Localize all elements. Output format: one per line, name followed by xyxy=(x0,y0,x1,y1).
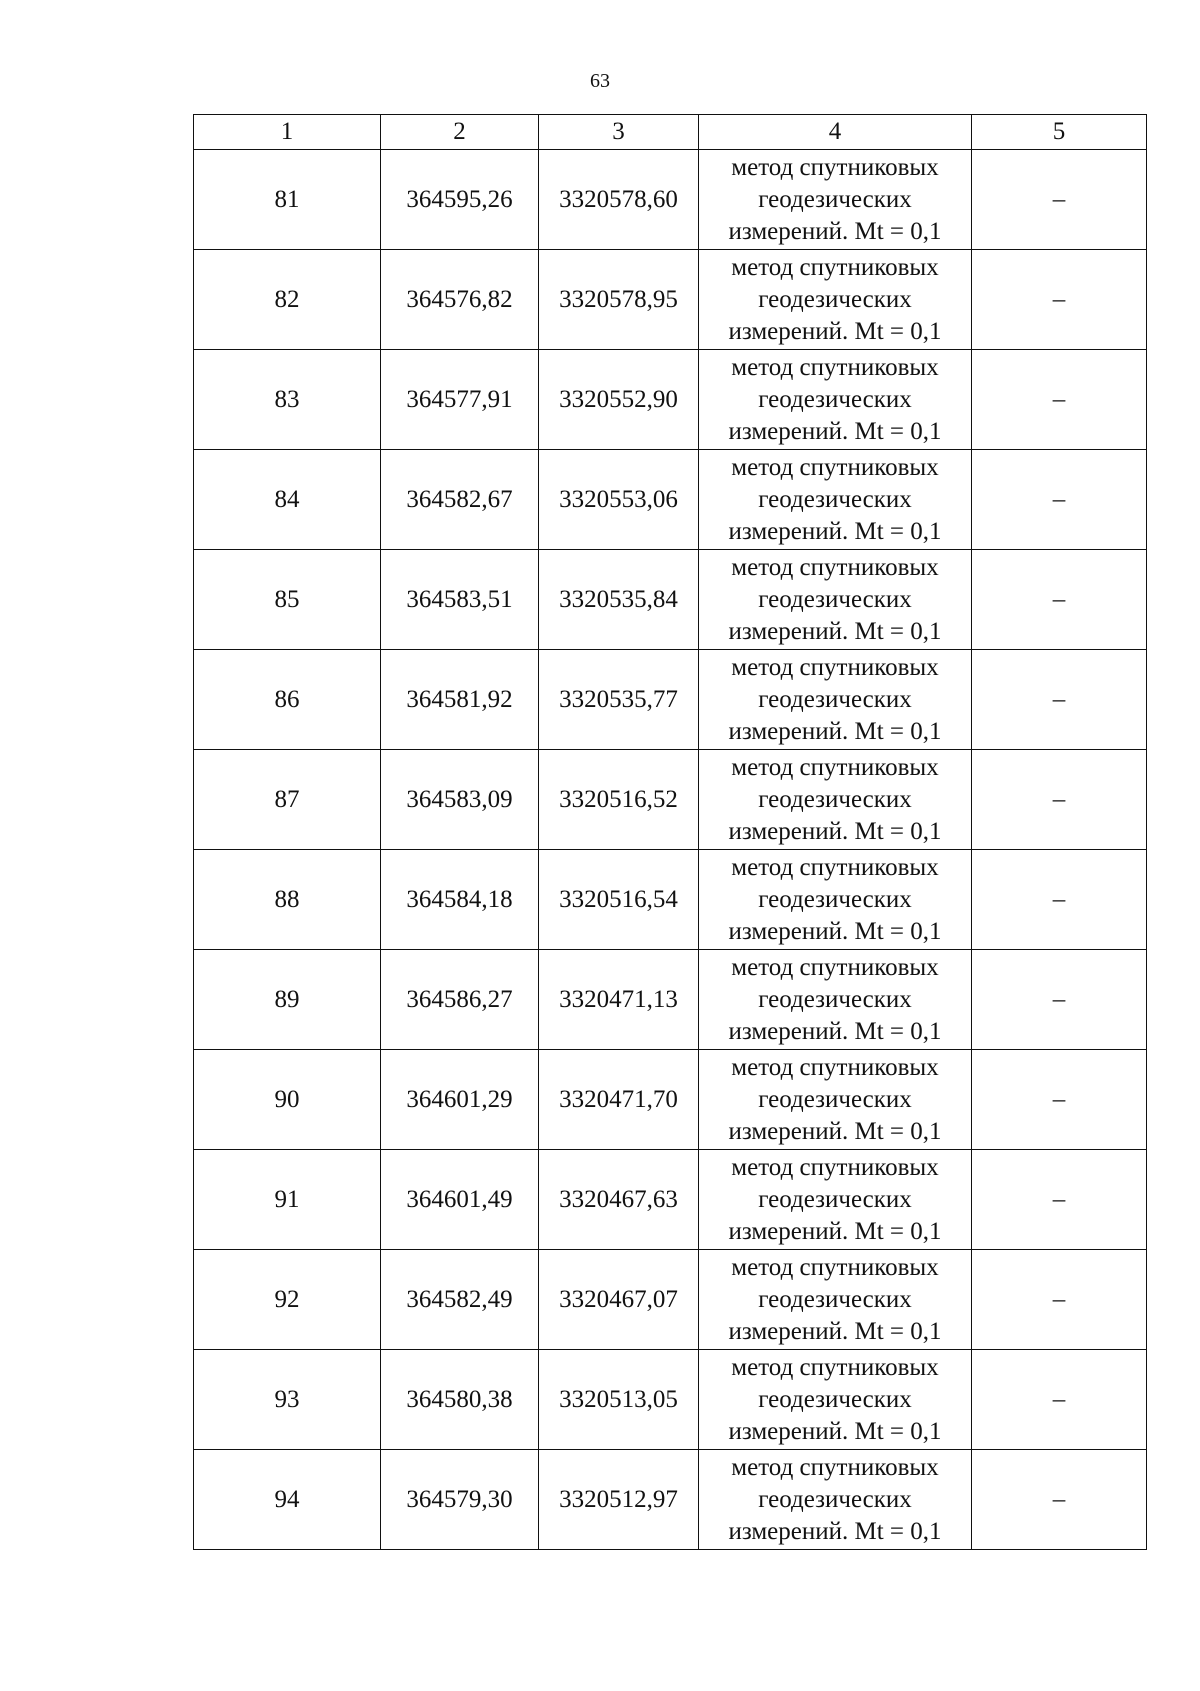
y-coordinate-cell: 3320516,54 xyxy=(539,850,699,950)
point-number-cell: 89 xyxy=(194,950,381,1050)
table-row xyxy=(194,450,1147,550)
header-col-3: 3 xyxy=(539,115,699,150)
point-number-cell: 87 xyxy=(194,750,381,850)
y-coordinate-cell: 3320535,84 xyxy=(539,550,699,650)
method-line: геодезических xyxy=(758,1185,912,1213)
method-line: метод спутниковых xyxy=(731,953,939,981)
y-coordinate-cell: 3320512,97 xyxy=(539,1450,699,1550)
method-line: метод спутниковых xyxy=(731,1153,939,1181)
method-line: метод спутниковых xyxy=(731,653,939,681)
table-header xyxy=(194,115,1147,150)
method-line: измерений. Mt = 0,1 xyxy=(728,517,942,545)
x-coordinate-cell: 364584,18 xyxy=(381,850,539,950)
method-cell xyxy=(699,850,972,950)
x-coordinate-cell: 364582,49 xyxy=(381,1250,539,1350)
note-cell: – xyxy=(972,550,1147,650)
method-line: метод спутниковых xyxy=(731,1353,939,1381)
method-line: геодезических xyxy=(758,1485,912,1513)
method-cell xyxy=(699,1150,972,1250)
header-col-1: 1 xyxy=(194,115,381,150)
y-coordinate-cell: 3320578,95 xyxy=(539,250,699,350)
method-line: метод спутниковых xyxy=(731,1253,939,1281)
y-coordinate-cell: 3320471,70 xyxy=(539,1050,699,1150)
table-row xyxy=(194,750,1147,850)
table-row xyxy=(194,550,1147,650)
point-number-cell: 86 xyxy=(194,650,381,750)
point-number-cell: 84 xyxy=(194,450,381,550)
note-cell: – xyxy=(972,450,1147,550)
page-number: 63 xyxy=(590,70,610,92)
method-cell xyxy=(699,550,972,650)
method-line: геодезических xyxy=(758,1285,912,1313)
table-row xyxy=(194,950,1147,1050)
method-line: измерений. Mt = 0,1 xyxy=(728,1017,942,1045)
header-col-5: 5 xyxy=(972,115,1147,150)
point-number-cell: 90 xyxy=(194,1050,381,1150)
table-row xyxy=(194,150,1147,250)
method-cell xyxy=(699,250,972,350)
method-line: метод спутниковых xyxy=(731,553,939,581)
method-cell xyxy=(699,1050,972,1150)
method-line: измерений. Mt = 0,1 xyxy=(728,417,942,445)
method-line: метод спутниковых xyxy=(731,853,939,881)
method-cell xyxy=(699,350,972,450)
note-cell: – xyxy=(972,150,1147,250)
x-coordinate-cell: 364583,51 xyxy=(381,550,539,650)
point-number-cell: 92 xyxy=(194,1250,381,1350)
note-cell: – xyxy=(972,350,1147,450)
point-number-cell: 81 xyxy=(194,150,381,250)
method-line: метод спутниковых xyxy=(731,753,939,781)
x-coordinate-cell: 364601,29 xyxy=(381,1050,539,1150)
method-line: геодезических xyxy=(758,485,912,513)
x-coordinate-cell: 364586,27 xyxy=(381,950,539,1050)
note-cell: – xyxy=(972,1350,1147,1450)
y-coordinate-cell: 3320513,05 xyxy=(539,1350,699,1450)
method-line: измерений. Mt = 0,1 xyxy=(728,1317,942,1345)
method-line: измерений. Mt = 0,1 xyxy=(728,917,942,945)
x-coordinate-cell: 364576,82 xyxy=(381,250,539,350)
method-line: метод спутниковых xyxy=(731,1053,939,1081)
method-line: геодезических xyxy=(758,685,912,713)
method-line: измерений. Mt = 0,1 xyxy=(728,717,942,745)
note-cell: – xyxy=(972,1250,1147,1350)
method-cell xyxy=(699,450,972,550)
method-line: метод спутниковых xyxy=(731,253,939,281)
point-number-cell: 94 xyxy=(194,1450,381,1550)
table-row xyxy=(194,1050,1147,1150)
table-row xyxy=(194,1450,1147,1550)
method-line: измерений. Mt = 0,1 xyxy=(728,1517,942,1545)
y-coordinate-cell: 3320535,77 xyxy=(539,650,699,750)
method-cell xyxy=(699,1350,972,1450)
method-line: геодезических xyxy=(758,985,912,1013)
method-line: измерений. Mt = 0,1 xyxy=(728,817,942,845)
method-cell xyxy=(699,650,972,750)
method-line: геодезических xyxy=(758,1385,912,1413)
method-line: измерений. Mt = 0,1 xyxy=(728,217,942,245)
method-line: геодезических xyxy=(758,385,912,413)
method-cell xyxy=(699,1250,972,1350)
coordinates-table xyxy=(193,114,1147,1550)
point-number-cell: 82 xyxy=(194,250,381,350)
method-line: метод спутниковых xyxy=(731,1453,939,1481)
method-cell xyxy=(699,150,972,250)
y-coordinate-cell: 3320467,07 xyxy=(539,1250,699,1350)
method-line: измерений. Mt = 0,1 xyxy=(728,617,942,645)
table-body xyxy=(194,150,1147,1550)
point-number-cell: 85 xyxy=(194,550,381,650)
method-line: метод спутниковых xyxy=(731,353,939,381)
method-cell xyxy=(699,750,972,850)
x-coordinate-cell: 364583,09 xyxy=(381,750,539,850)
method-line: геодезических xyxy=(758,885,912,913)
method-line: измерений. Mt = 0,1 xyxy=(728,1117,942,1145)
method-line: измерений. Mt = 0,1 xyxy=(728,1417,942,1445)
x-coordinate-cell: 364579,30 xyxy=(381,1450,539,1550)
method-line: метод спутниковых xyxy=(731,153,939,181)
header-col-4: 4 xyxy=(699,115,972,150)
x-coordinate-cell: 364581,92 xyxy=(381,650,539,750)
y-coordinate-cell: 3320516,52 xyxy=(539,750,699,850)
y-coordinate-cell: 3320467,63 xyxy=(539,1150,699,1250)
table-row xyxy=(194,1250,1147,1350)
method-line: геодезических xyxy=(758,185,912,213)
y-coordinate-cell: 3320471,13 xyxy=(539,950,699,1050)
note-cell: – xyxy=(972,650,1147,750)
note-cell: – xyxy=(972,950,1147,1050)
point-number-cell: 93 xyxy=(194,1350,381,1450)
method-cell xyxy=(699,1450,972,1550)
point-number-cell: 88 xyxy=(194,850,381,950)
point-number-cell: 91 xyxy=(194,1150,381,1250)
method-line: измерений. Mt = 0,1 xyxy=(728,317,942,345)
note-cell: – xyxy=(972,250,1147,350)
x-coordinate-cell: 364601,49 xyxy=(381,1150,539,1250)
x-coordinate-cell: 364595,26 xyxy=(381,150,539,250)
method-cell xyxy=(699,950,972,1050)
method-line: геодезических xyxy=(758,785,912,813)
note-cell: – xyxy=(972,1450,1147,1550)
method-line: измерений. Mt = 0,1 xyxy=(728,1217,942,1245)
x-coordinate-cell: 364577,91 xyxy=(381,350,539,450)
table-row xyxy=(194,1350,1147,1450)
y-coordinate-cell: 3320552,90 xyxy=(539,350,699,450)
method-line: метод спутниковых xyxy=(731,453,939,481)
method-line: геодезических xyxy=(758,1085,912,1113)
note-cell: – xyxy=(972,1150,1147,1250)
y-coordinate-cell: 3320553,06 xyxy=(539,450,699,550)
point-number-cell: 83 xyxy=(194,350,381,450)
method-line: геодезических xyxy=(758,285,912,313)
table-row xyxy=(194,650,1147,750)
table-row xyxy=(194,850,1147,950)
table-row xyxy=(194,1150,1147,1250)
table-row xyxy=(194,250,1147,350)
y-coordinate-cell: 3320578,60 xyxy=(539,150,699,250)
header-col-2: 2 xyxy=(381,115,539,150)
note-cell: – xyxy=(972,750,1147,850)
note-cell: – xyxy=(972,1050,1147,1150)
table-row xyxy=(194,350,1147,450)
note-cell: – xyxy=(972,850,1147,950)
header-row xyxy=(194,115,1147,150)
x-coordinate-cell: 364580,38 xyxy=(381,1350,539,1450)
method-line: геодезических xyxy=(758,585,912,613)
x-coordinate-cell: 364582,67 xyxy=(381,450,539,550)
